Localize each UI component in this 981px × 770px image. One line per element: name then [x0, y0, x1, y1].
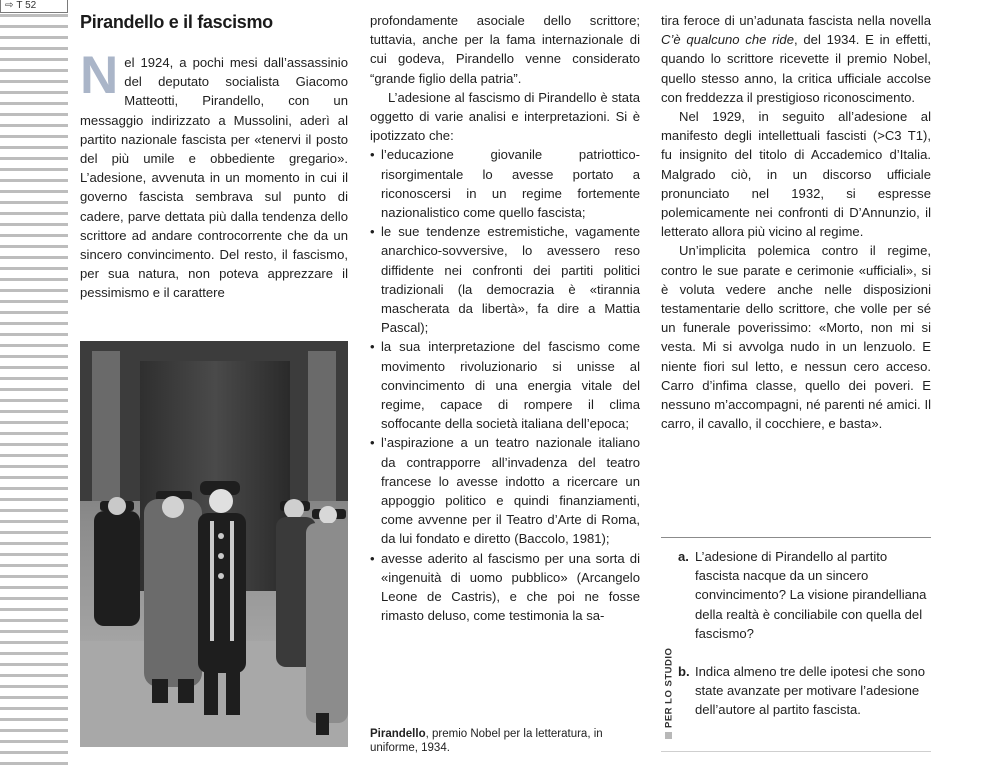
- column-1: [80, 46, 348, 303]
- text-reference: T 52: [16, 0, 37, 11]
- question-label: a.: [678, 549, 689, 564]
- study-label: PER LO STUDIO: [662, 644, 676, 739]
- caption-name: Pirandello: [370, 728, 426, 740]
- question-b: [678, 662, 927, 720]
- list-item: • la sua interpretazione del fascismo come movimento rivoluzionario si unisse al convincimento di una energia vitale del regime, capace di rompere il clima soffocante della società italiana dell’epoca;: [370, 337, 640, 433]
- list-item: • l’educazione giovanile patriottico-risorgimentale lo avesse portato a riconoscersi in un regime fortemente nazionalistico come quello fascista;: [370, 145, 640, 222]
- question-text: L’adesione di Pirandello al partito fascista nacque da un sincero convincimento? La visione pirandelliana della realtà è conciliabile con quella del fascismo?: [695, 549, 927, 641]
- question-a: [678, 547, 927, 643]
- paragraph-4: Nel 1929, in seguito all’adesione al manifesto degli intellettuali fascisti (>C3 T1), fu insignito del titolo di Accademico d’Italia. Malgrado ciò, in un discorso ufficiale pronunciato nel 1932, si espresse polemicamente nei confronti di D’Annunzio, il letterato allora più vicino al regime.: [661, 109, 931, 240]
- paragraph-1: Nel 1924, a pochi mesi dall’assassinio del deputato socialista Giacomo Matteotti, Pirandello, con un messaggio indirizzato a Mussolini, aderì al partito nazionale fascista per «tenervi il posto del più umile e obbediente gregario». L’adesione, avvenuta in un momento in cui il governo fascista sembrava sul punto di cadere, parve dettata più dalla tendenza dello scrittore ad andare controcorrente che da un sincero convincimento. Del resto, il fascismo, per sua natura, non poteva apprezzare il pessimismo e il carattere: [80, 46, 348, 301]
- paragraph-5: Un’implicita polemica contro il regime, contro le sue parate e cerimonie «ufficiali», si è voluta vedere anche nelle disposizioni testamentarie dello scrittore, che volle per sé un funerale poverissimo: «Morto, non mi si vesta. Mi si avvolga nudo in un lenzuolo. E niente fiori sul letto, e nessun cero acceso. Carro d’infima classe, quello dei poveri. E nessuno m’accompagni, né parenti né amici. Il carro, il cavallo, il cocchiere, e basta».: [661, 243, 931, 432]
- photo-pirandello: [80, 341, 348, 747]
- square-marker-icon: [666, 732, 673, 739]
- caption-text: , premio Nobel per la letteratura, in uniforme, 1934.: [370, 728, 603, 754]
- list-item: • avesse aderito al fascismo per una sorta di «ingenuità di uomo pubblico» (Arcangelo Leone de Castris), e che poi ne fosse rimasto deluso, come testimonia la sa-: [370, 549, 640, 626]
- drop-cap: N: [80, 46, 119, 105]
- list-item: • l’aspirazione a un teatro nazionale italiano da contrapporre all’invadenza del teatro francese lo avesse indotto a ricercare un appoggio politico e quindi finanziamenti, come avvenne per il Teatro d’Arte di Roma, da lui fondato e diretto (Baccolo, 1981);: [370, 433, 640, 548]
- question-label: b.: [678, 664, 690, 679]
- paragraph-1-continued: profondamente asociale dello scrittore; tuttavia, anche per la fama internazionale di cui godeva, Pirandello venne considerato “grande figlio della patria”.: [370, 13, 640, 86]
- text-reference-tag: [0, 0, 68, 13]
- page-margin-lines: [0, 14, 68, 770]
- arrow-icon: ⇨: [5, 0, 14, 11]
- study-questions-box: [661, 537, 931, 752]
- divider: [661, 537, 931, 538]
- list-item: • le sue tendenze estremistiche, vagamente anarchico-sovversive, lo avessero reso diffidente nei confronti dei partiti politici tradizionali (la democrazia è «tirannia mascherata da libertà», fa dire a Mattia Pascal);: [370, 222, 640, 337]
- paragraph-3: tira feroce di un’adunata fascista nella novella C’è qualcuno che ride, del 1934. E in effetti, quando lo scrittore ricevette il premio Nobel, quello stesso anno, la critica ufficiale accolse con freddezza il prestigioso riconoscimento.: [661, 13, 931, 105]
- photo-caption: [370, 728, 640, 755]
- page-title: Pirandello e il fascismo: [80, 12, 273, 32]
- column-2: [370, 11, 640, 626]
- novella-title: C’è qualcuno che ride: [661, 32, 794, 48]
- question-text: Indica almeno tre delle ipotesi che sono state avanzate per motivare l’adesione dell’autore al partito fascista.: [695, 664, 926, 718]
- divider: [661, 751, 931, 752]
- hypotheses-list: [370, 145, 640, 625]
- column-3: [661, 11, 931, 433]
- paragraph-2: L’adesione al fascismo di Pirandello è stata oggetto di varie analisi e interpretazioni. Si è ipotizzato che:: [370, 89, 640, 144]
